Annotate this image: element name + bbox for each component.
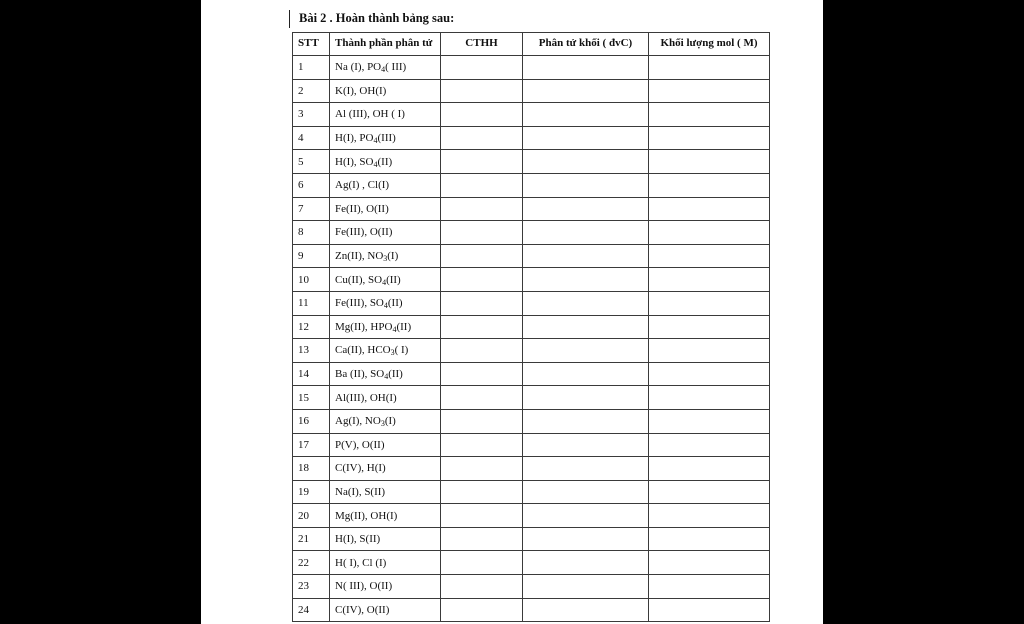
formula-cell: [441, 480, 523, 504]
formula-cell: [441, 173, 523, 197]
row-stt: 12: [293, 315, 330, 339]
molecular-mass-cell: [523, 173, 649, 197]
row-stt: 21: [293, 527, 330, 551]
molecular-mass-cell: [523, 409, 649, 433]
formula-cell: [441, 79, 523, 103]
molar-mass-cell: [649, 268, 770, 292]
formula-cell: [441, 575, 523, 599]
exercise-title: Bài 2 . Hoàn thành bảng sau:: [289, 10, 454, 28]
table-row: [293, 527, 770, 551]
molar-mass-cell: [649, 551, 770, 575]
molecular-mass-cell: [523, 480, 649, 504]
row-stt: 22: [293, 551, 330, 575]
row-component: Cu(II), $SO_4(II)$: [330, 268, 441, 292]
row-component: H(I), $SO_4(II)$: [330, 150, 441, 174]
row-component: Ag(I), $NO_3(I)$: [330, 409, 441, 433]
row-stt: 8: [293, 221, 330, 245]
molar-mass-cell: [649, 244, 770, 268]
table-row: [293, 126, 770, 150]
table-row: [293, 551, 770, 575]
formula-cell: [441, 457, 523, 481]
molecular-mass-cell: [523, 504, 649, 528]
row-component: Al (III), OH ( I): [330, 103, 441, 127]
molar-mass-cell: [649, 386, 770, 410]
row-component: H(I), S(II): [330, 527, 441, 551]
table-row: [293, 244, 770, 268]
table-row: [293, 291, 770, 315]
molar-mass-cell: [649, 598, 770, 622]
row-stt: 23: [293, 575, 330, 599]
molar-mass-cell: [649, 221, 770, 245]
table-row: [293, 315, 770, 339]
formula-cell: [441, 504, 523, 528]
row-component: Fe(II), O(II): [330, 197, 441, 221]
row-stt: 3: [293, 103, 330, 127]
row-stt: 24: [293, 598, 330, 622]
row-stt: 10: [293, 268, 330, 292]
row-stt: 14: [293, 362, 330, 386]
molecular-mass-cell: [523, 315, 649, 339]
molecular-mass-cell: [523, 291, 649, 315]
table-row: [293, 575, 770, 599]
row-component: P(V), O(II): [330, 433, 441, 457]
molecular-mass-cell: [523, 457, 649, 481]
row-component: N( III), O(II): [330, 575, 441, 599]
table-row: [293, 221, 770, 245]
row-component: Mg(II), OH(I): [330, 504, 441, 528]
table-row: [293, 79, 770, 103]
table-body: [293, 56, 770, 622]
formula-cell: [441, 197, 523, 221]
formula-cell: [441, 527, 523, 551]
molecular-mass-cell: [523, 527, 649, 551]
table-row: [293, 197, 770, 221]
molecular-mass-cell: [523, 551, 649, 575]
molar-mass-cell: [649, 79, 770, 103]
row-component: Ba (II), $SO_4(II)$: [330, 362, 441, 386]
formula-cell: [441, 291, 523, 315]
row-stt: 13: [293, 339, 330, 363]
table-row: [293, 433, 770, 457]
molar-mass-cell: [649, 126, 770, 150]
row-stt: 20: [293, 504, 330, 528]
row-component: Na(I), S(II): [330, 480, 441, 504]
document-page: [201, 0, 823, 624]
header-stt: STT: [293, 33, 330, 56]
row-component: C(IV), H(I): [330, 457, 441, 481]
row-component: Mg(II), $HPO_4(II)$: [330, 315, 441, 339]
table-row: [293, 504, 770, 528]
formula-cell: [441, 221, 523, 245]
row-component: Na (I), $PO_4$( III): [330, 56, 441, 80]
row-stt: 2: [293, 79, 330, 103]
molecular-mass-cell: [523, 268, 649, 292]
row-component: K(I), OH(I): [330, 79, 441, 103]
row-component: Fe(III), $SO_4(II)$: [330, 291, 441, 315]
header-molecular-mass: Phân tử khối ( đvC): [523, 33, 649, 56]
molar-mass-cell: [649, 56, 770, 80]
formula-cell: [441, 386, 523, 410]
molar-mass-cell: [649, 339, 770, 363]
formula-cell: [441, 103, 523, 127]
formula-cell: [441, 244, 523, 268]
formula-cell: [441, 433, 523, 457]
table-row: [293, 480, 770, 504]
formula-cell: [441, 362, 523, 386]
row-component: Ag(I) , Cl(I): [330, 173, 441, 197]
table-row: [293, 173, 770, 197]
table-row: [293, 339, 770, 363]
molar-mass-cell: [649, 291, 770, 315]
table-row: [293, 56, 770, 80]
row-stt: 15: [293, 386, 330, 410]
formula-cell: [441, 409, 523, 433]
molar-mass-cell: [649, 362, 770, 386]
molecular-mass-cell: [523, 126, 649, 150]
header-component: Thành phần phân tử: [330, 33, 441, 56]
molar-mass-cell: [649, 173, 770, 197]
formula-cell: [441, 126, 523, 150]
molecular-mass-cell: [523, 103, 649, 127]
row-stt: 7: [293, 197, 330, 221]
header-molar-mass: Khối lượng mol ( M): [649, 33, 770, 56]
row-component: H(I), $PO_4(III)$: [330, 126, 441, 150]
formula-cell: [441, 268, 523, 292]
formula-cell: [441, 315, 523, 339]
table-row: [293, 598, 770, 622]
molar-mass-cell: [649, 480, 770, 504]
row-stt: 11: [293, 291, 330, 315]
molar-mass-cell: [649, 197, 770, 221]
molar-mass-cell: [649, 575, 770, 599]
row-stt: 17: [293, 433, 330, 457]
molecular-mass-cell: [523, 362, 649, 386]
molecular-mass-cell: [523, 598, 649, 622]
table-row: [293, 386, 770, 410]
table-row: [293, 103, 770, 127]
molecular-mass-cell: [523, 150, 649, 174]
molecular-mass-cell: [523, 56, 649, 80]
table-row: [293, 409, 770, 433]
exercise-table: [292, 32, 770, 622]
formula-cell: [441, 551, 523, 575]
table-row: [293, 457, 770, 481]
table-row: [293, 268, 770, 292]
table-row: [293, 362, 770, 386]
molecular-mass-cell: [523, 339, 649, 363]
row-component: C(IV), O(II): [330, 598, 441, 622]
row-stt: 18: [293, 457, 330, 481]
molar-mass-cell: [649, 103, 770, 127]
molar-mass-cell: [649, 433, 770, 457]
table-row: [293, 150, 770, 174]
molecular-mass-cell: [523, 433, 649, 457]
molar-mass-cell: [649, 150, 770, 174]
row-stt: 1: [293, 56, 330, 80]
row-stt: 6: [293, 173, 330, 197]
row-stt: 5: [293, 150, 330, 174]
formula-cell: [441, 598, 523, 622]
molar-mass-cell: [649, 409, 770, 433]
molar-mass-cell: [649, 504, 770, 528]
row-stt: 19: [293, 480, 330, 504]
formula-cell: [441, 56, 523, 80]
row-stt: 4: [293, 126, 330, 150]
formula-cell: [441, 150, 523, 174]
molecular-mass-cell: [523, 79, 649, 103]
formula-cell: [441, 339, 523, 363]
molar-mass-cell: [649, 527, 770, 551]
row-component: Al(III), OH(I): [330, 386, 441, 410]
header-formula: CTHH: [441, 33, 523, 56]
table-header-row: [293, 33, 770, 56]
molecular-mass-cell: [523, 197, 649, 221]
row-stt: 9: [293, 244, 330, 268]
row-component: H( I), Cl (I): [330, 551, 441, 575]
molecular-mass-cell: [523, 386, 649, 410]
row-component: Zn(II), $NO_3(I)$: [330, 244, 441, 268]
molar-mass-cell: [649, 315, 770, 339]
row-component: Fe(III), O(II): [330, 221, 441, 245]
molar-mass-cell: [649, 457, 770, 481]
molecular-mass-cell: [523, 244, 649, 268]
row-stt: 16: [293, 409, 330, 433]
molecular-mass-cell: [523, 221, 649, 245]
row-component: Ca(II), $HCO_3$( I): [330, 339, 441, 363]
molecular-mass-cell: [523, 575, 649, 599]
